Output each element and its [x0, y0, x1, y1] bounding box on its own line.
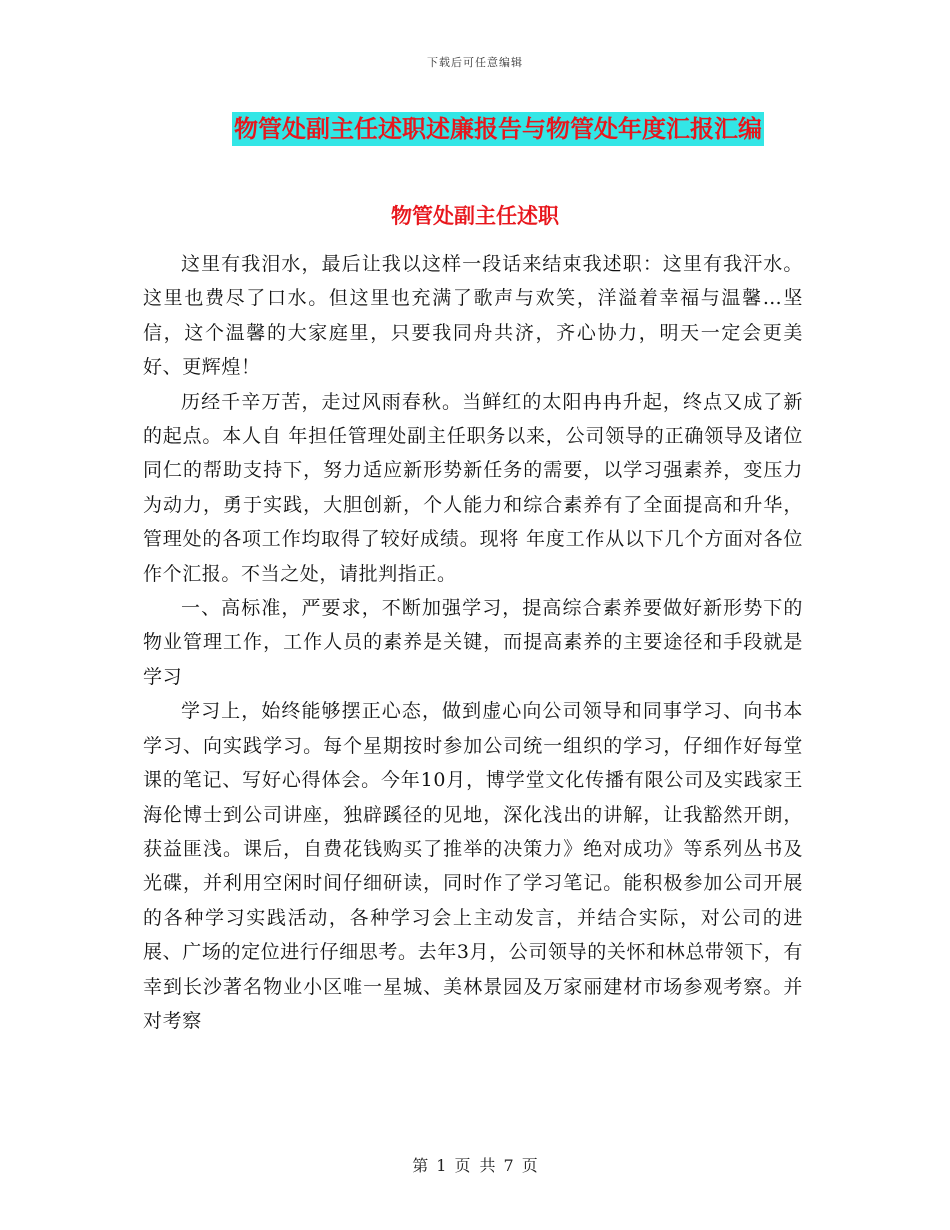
footer-total-pages: 7 — [503, 1156, 514, 1175]
footer-prefix: 第 — [412, 1156, 429, 1175]
section-title: 物管处副主任述职 — [391, 203, 559, 228]
paragraph-4: 学习上，始终能够摆正心态，做到虚心向公司领导和同事学习、向书本学习、向实践学习。每个星期按时参加公司统一组织的学习，仔细作好每堂课的笔记、写好心得体会。今年10月，博学堂文化传播有限公司及实践家王海伦博士到公司讲座，独辟蹊径的见地，深化浅出的讲解，让我豁然开朗，获益匪浅。课后，自费花钱购买了推举的决策力》绝对成功》等系列丛书及光碟，并利用空闲时间仔细研读，同时作了学习笔记。能积极参加公司开展的各种学习实践活动，各种学习会上主动发言，并结合实际，对公司的进展、广场的定位进行仔细思考。去年3月，公司领导的关怀和林总带领下，有幸到长沙著名物业小区唯一星城、美林景园及万家丽建材市场参观考察。并对考察 — [143, 700, 803, 1032]
footer-suffix: 页 — [521, 1156, 538, 1175]
main-title-container — [0, 112, 950, 146]
page-footer — [0, 1153, 950, 1176]
paragraph-1: 这里有我泪水，最后让我以这样一段话来结束我述职：这里有我汗水。这里也费尽了口水。但这里也充满了歌声与欢笑，洋溢着幸福与温馨…坚信，这个温馨的大家庭里，只要我同舟共济，齐心协力，明天一定会更美好、更辉煌！ — [143, 253, 803, 379]
footer-middle: 页 共 — [454, 1156, 496, 1175]
document-title: 物管处副主任述职述廉报告与物管处年度汇报汇编 — [232, 112, 764, 146]
paragraph-3: 一、高标准，严要求，不断加强学习，提高综合素养要做好新形势下的物业管理工作，工作人员的素养是关键，而提高素养的主要途径和手段就是学习 — [143, 597, 803, 688]
page-header-note: 下载后可任意编辑 — [427, 56, 523, 69]
paragraph-2: 历经千辛万苦，走过风雨春秋。当鲜红的太阳冉冉升起，终点又成了新的起点。本人自 年担任管理处副主任职务以来，公司领导的正确领导及诸位同仁的帮助支持下，努力适应新形势新任务的需要，以学习强素养，变压力为动力，勇于实践，大胆创新，个人能力和综合素养有了全面提高和升华，管理处的各项工作均取得了较好成绩。现将 年度工作从以下几个方面对各位作个汇报。不当之处，请批判指正。 — [143, 390, 803, 585]
document-body — [143, 247, 803, 1038]
footer-page-number: 1 — [436, 1156, 447, 1175]
